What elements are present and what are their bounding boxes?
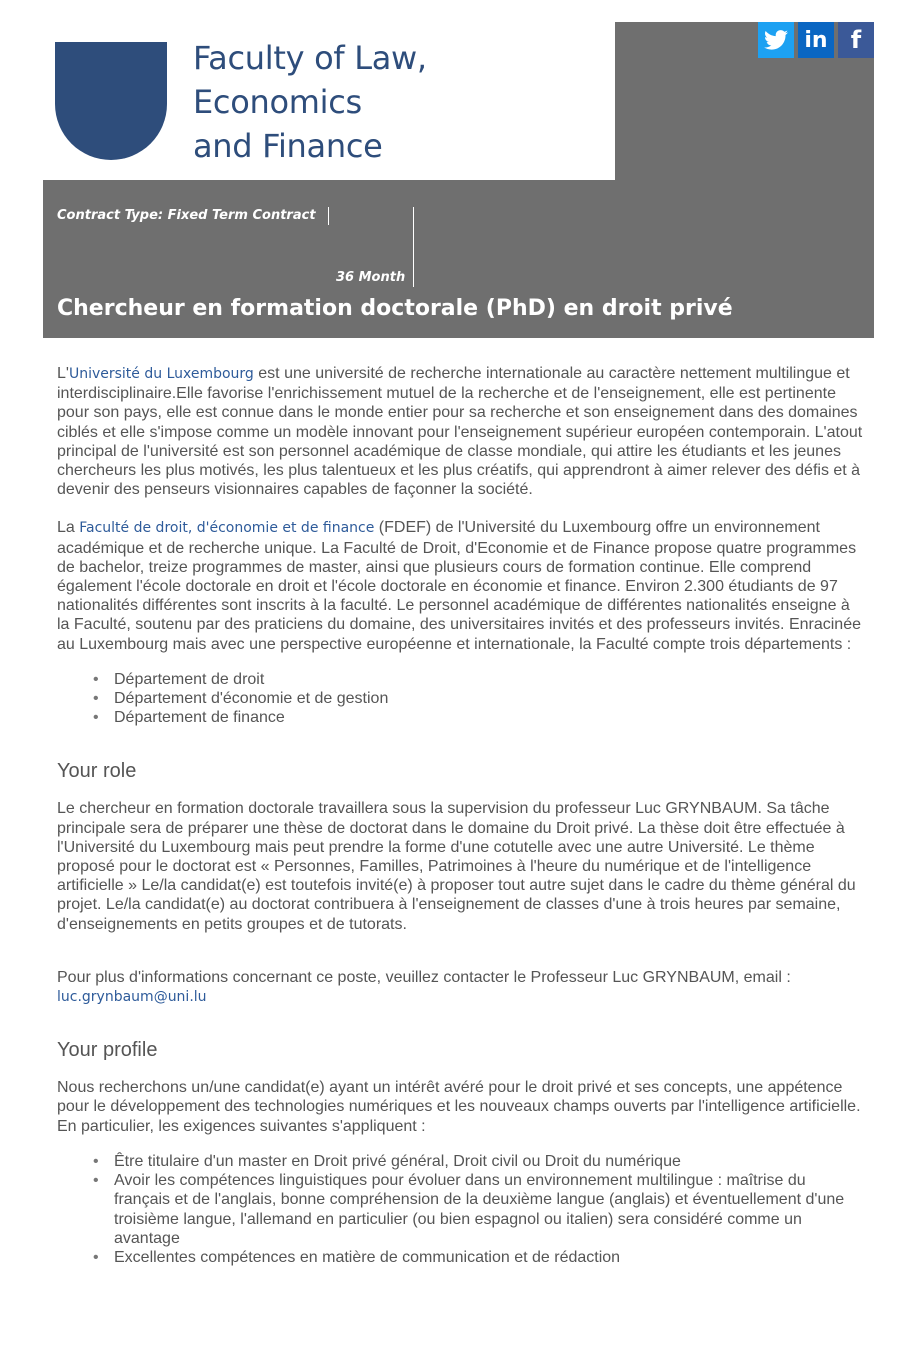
list-item: • Département de finance xyxy=(57,708,865,727)
job-title: Chercheur en formation doctorale (PhD) en droit privé xyxy=(57,296,733,321)
requirements-list xyxy=(57,1152,865,1267)
text: est une université de recherche internationale au caractère nettement multilingue et interdisciplinaire.Elle favorise l'enrichissement mutuel de la recherche et de l'enseignement, elle est pertinente pour son pays, elle est connue dans le monde entier pour sa recherche et son enseignement dans des domaines ciblés et elle s'impose comme un modèle innovant pour l'enseignement supérieur européen contemporain. L'atout principal de l'université est son personnel académique de classe mondiale, qui attire les étudiants et les jeunes chercheurs les plus motivés, les plus talentueux et les plus créatifs, qui apprendront à aimer relever des défis et à devenir des penseurs visionnaires capables de façonner la société. xyxy=(57,365,863,499)
text: Pour plus d'informations concernant ce poste, veuillez contacter le Professeur Luc GRYNBAUM, email : xyxy=(57,968,791,986)
job-description xyxy=(57,364,865,1267)
list-item: • Avoir les compétences linguistiques pour évoluer dans un environnement multilingue : maîtrise du français et de l'anglais, bonne compréhension de la deuxième langue (anglais) et éventuellement d'une troisième langue, l'allemand en particulier (ou bien espagnol ou italien) sera considéré comme un avantage xyxy=(57,1171,865,1248)
logo-line-2: Economics xyxy=(193,83,362,121)
shield-icon xyxy=(55,42,167,160)
linkedin-share-button[interactable] xyxy=(798,22,834,58)
role-paragraph: Le chercheur en formation doctorale travaillera sous la supervision du professeur Luc GRYNBAUM. Sa tâche principale sera de préparer une thèse de doctorat dans le domaine du Droit privé. La thèse doit être effectuée à l'Université du Luxembourg mais peut prendre la forme d'une cotutelle avec une autre Université. Le thème proposé pour le doctorat est « Personnes, Familles, Patrimoines à l'heure du numérique et de l'intelligence artificielle » Le/la candidat(e) est toutefois invité(e) à proposer tout autre sujet dans le cadre du thème général du projet. Le/la candidat(e) au doctorat contribuera à l'enseignement de classes d'une à trois heures par semaine, d'enseignements en petits groupes et de tutorats. xyxy=(57,800,856,933)
contact-paragraph xyxy=(57,968,865,1007)
faculty-logo[interactable] xyxy=(43,22,615,180)
text: (FDEF) de l'Université du Luxembourg offre un environnement académique et de recherche unique. La Faculté de Droit, d'Economie et de Finance propose quatre programmes de bachelor, treize programmes de master, ainsi que plusieurs cours de formation continue. Elle comprend également l'école doctorale en droit et l'école doctorale en économie et finance. Environ 2.300 étudiants de 97 nationalités différentes sont inscrits à la faculté. Le personnel académique de différentes nationalités enseigne à la Faculté, soutenu par des praticiens du domaine, des universitaires invités et des professeurs invités. Enracinée au Luxembourg mais avec une perspective européenne et internationale, la Faculté compte trois départements : xyxy=(57,519,861,653)
logo-wordmark xyxy=(193,36,427,168)
contract-duration: 36 Month xyxy=(336,270,406,285)
intro-paragraph-faculty xyxy=(57,518,865,653)
section-heading-role: Your role xyxy=(57,760,137,783)
meta-divider xyxy=(413,207,414,287)
list-item: • Excellentes compétences en matière de communication et de rédaction xyxy=(57,1248,865,1267)
contract-type-value: Fixed Term Contract xyxy=(167,208,316,223)
text: L' xyxy=(57,365,69,382)
social-share-bar xyxy=(758,22,874,58)
logo-line-3: and Finance xyxy=(193,127,383,165)
contract-type xyxy=(57,208,316,223)
list-item: • Département de droit xyxy=(57,670,865,689)
list-item: • Département d'économie et de gestion xyxy=(57,689,865,708)
intro-paragraph-university xyxy=(57,364,865,499)
logo-line-1: Faculty of Law, xyxy=(193,39,427,77)
contact-email-link[interactable]: luc.grynbaum@uni.lu xyxy=(57,989,207,1006)
list-item: • Être titulaire d'un master en Droit privé général, Droit civil ou Droit du numérique xyxy=(57,1152,865,1171)
university-link[interactable]: Université du Luxembourg xyxy=(68,366,254,382)
faculty-link[interactable]: Faculté de droit, d'économie et de finance xyxy=(79,520,375,537)
section-heading-profile: Your profile xyxy=(57,1039,158,1062)
facebook-icon: f xyxy=(850,26,862,54)
profile-paragraph: Nous recherchons un/une candidat(e) ayant un intérêt avéré pour le droit privé et ses concepts, une appétence pour le développement des technologies numériques et les nouveaux champs ouverts par l'intelligence artificielle. En particulier, les exigences suivantes s'appliquent : xyxy=(57,1079,861,1135)
text: La xyxy=(57,519,80,537)
linkedin-icon: in xyxy=(804,27,828,53)
twitter-icon xyxy=(764,30,788,50)
contract-type-label: Contract Type: xyxy=(57,208,164,223)
twitter-share-button[interactable] xyxy=(758,22,794,58)
facebook-share-button[interactable] xyxy=(838,22,874,58)
departments-list xyxy=(57,670,865,728)
meta-divider xyxy=(328,207,329,225)
